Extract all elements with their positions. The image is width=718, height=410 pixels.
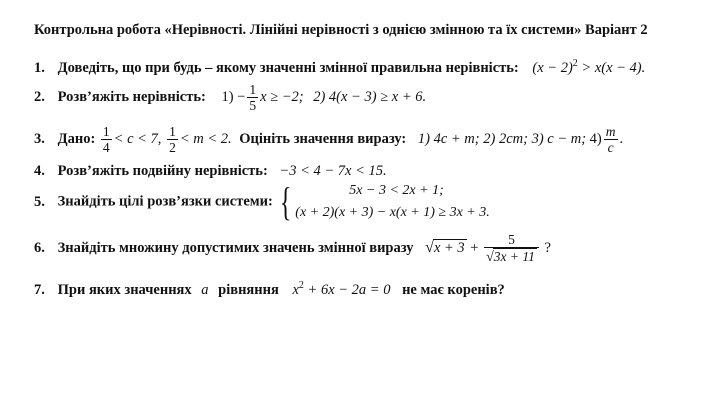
condition-m: < m < 2.	[179, 130, 232, 147]
task-number: 6.	[34, 239, 45, 256]
fraction-denominator	[484, 247, 539, 265]
expr-2: 2) 2cm;	[483, 130, 528, 147]
fraction-numerator: m	[605, 124, 616, 139]
task-number: 3.	[34, 130, 45, 147]
fraction-denominator: 2	[169, 140, 176, 155]
part-1-label: 1) −	[221, 88, 246, 105]
sqrt-radicand: x + 3	[433, 239, 465, 256]
condition-c: < c < 7,	[113, 130, 162, 147]
page-title: Контрольна робота «Нерівності. Лінійні нерівності з однією змінною та їх системи» Варіант 2	[34, 22, 648, 38]
task-2	[34, 82, 426, 113]
equation-x: x	[292, 281, 299, 298]
fraction-numerator: 1	[169, 124, 176, 139]
expr-4-end: .	[619, 130, 624, 147]
task-text: Знайдіть множину допустимих значень змінної виразу	[57, 239, 414, 256]
task-text: Знайдіть цілі розв’язки системи:	[57, 193, 273, 210]
fraction-numerator: 1	[102, 124, 110, 139]
task-1	[34, 58, 645, 77]
formula-right: > x(x − 4).	[577, 59, 646, 76]
question-mark: ?	[544, 239, 551, 256]
task-text-2: Оцініть значення виразу:	[239, 130, 407, 147]
task-number: 1.	[34, 59, 45, 76]
sqrt-sign: √	[425, 238, 434, 256]
fraction-denominator: c	[604, 139, 618, 155]
expr-1: 1) 4c + m;	[417, 130, 480, 147]
system-line-1: 5x − 3 < 2x + 1;	[349, 183, 444, 198]
task-number: 2.	[34, 88, 45, 105]
plus-sign: +	[470, 239, 479, 256]
fraction-denominator: 5	[249, 98, 257, 113]
fraction-denominator: 4	[102, 140, 110, 155]
task-3	[34, 124, 623, 155]
formula-exponent: 2	[572, 58, 578, 69]
task-4	[34, 163, 387, 180]
equation-exponent: 2	[298, 280, 304, 291]
task-6	[34, 232, 551, 265]
sqrt-radicand: 3x + 11	[493, 249, 535, 264]
task-text: Доведіть, що при будь – якому значенні змінної правильна нерівність:	[57, 59, 519, 76]
formula-left: (x − 2)	[532, 59, 573, 76]
system-line-2: (x + 2)(x + 3) − x(x + 1) ≥ 3x + 3.	[295, 205, 490, 220]
task-number: 4.	[34, 163, 45, 179]
equation-rest: + 6x − 2a = 0	[303, 281, 391, 298]
task-text: Розв’яжіть нерівність:	[57, 88, 206, 105]
fraction-numerator: 1	[249, 82, 257, 97]
task-number: 5.	[34, 193, 45, 210]
fraction-one-quarter	[101, 124, 112, 155]
fraction-sqrt	[484, 232, 539, 265]
sqrt-sign: √	[486, 250, 494, 265]
task-number: 7.	[34, 281, 45, 298]
task-5	[34, 180, 490, 224]
fraction-m-over-c	[604, 124, 618, 155]
expr-3: 3) c − m;	[531, 130, 587, 147]
system-brace: {	[280, 179, 292, 224]
equation-system	[295, 180, 489, 224]
variable-a: a	[201, 281, 209, 298]
fraction-numerator: 5	[508, 232, 515, 247]
part-2-formula: 2) 4(x − 3) ≥ x + 6.	[313, 88, 427, 105]
formula: −3 < 4 − 7x < 15.	[279, 163, 387, 179]
task-text: Дано:	[57, 130, 96, 147]
task-text: Розв’яжіть подвійну нерівність:	[57, 163, 268, 179]
task-text-c: не має коренів?	[402, 281, 505, 298]
fraction-one-fifth	[247, 82, 258, 113]
task-text-a: При яких значеннях	[57, 281, 192, 298]
task-7	[34, 280, 505, 299]
expr-4-label: 4)	[589, 130, 602, 147]
part-1-formula: x ≥ −2;	[260, 88, 304, 105]
sqrt-expression-1	[425, 240, 467, 256]
task-text-b: рівняння	[218, 281, 279, 298]
fraction-one-half	[167, 124, 178, 155]
